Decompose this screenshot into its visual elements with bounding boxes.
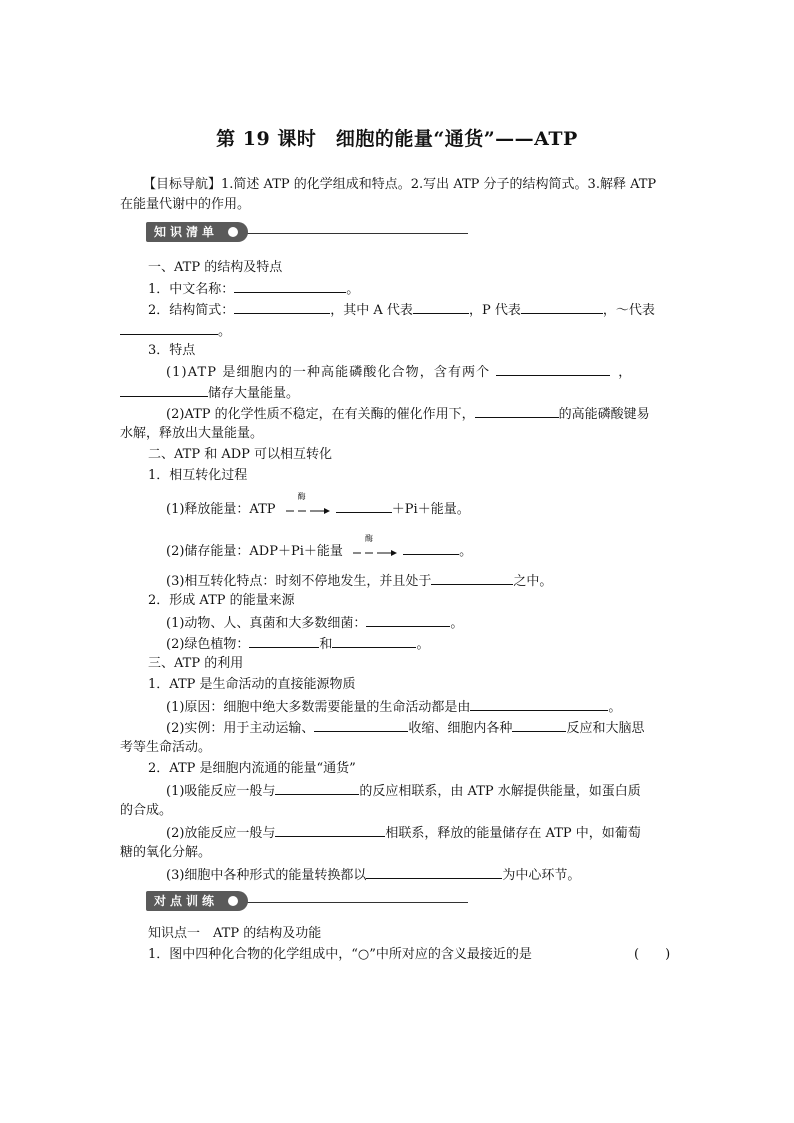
endergonic-line-1: (1)吸能反应一般与 的反应相联系，由 ATP 水解提供能量，如蛋白质: [166, 781, 641, 801]
enzyme-arrow-icon: [280, 491, 332, 517]
exergonic-line-2: 糖的氧化分解。: [120, 845, 212, 860]
examples-line-2: 考等生命活动。: [120, 740, 212, 755]
goal-line-1: [143, 176, 656, 194]
source-animals-line: (1)动物、人、真菌和大多数细菌： 。: [166, 613, 463, 633]
endergonic-line-2: 的合成。: [120, 803, 173, 818]
blank-a-meaning[interactable]: [413, 300, 469, 314]
enzyme-arrow-icon: [347, 533, 399, 559]
blank-reason[interactable]: [470, 697, 608, 711]
blank-endergonic[interactable]: [275, 781, 359, 795]
feature-1-line-2: 储存大量能量。: [120, 383, 299, 403]
banner-dot-icon: [228, 896, 238, 906]
item-structure-formula: 2．结构简式： ，其中 A 代表 ，P 代表 ，～代表: [148, 300, 655, 320]
section-1-heading: 一、ATP 的结构及特点: [148, 260, 283, 275]
blank-center-link[interactable]: [366, 865, 502, 879]
banner-label: 知识清单: [146, 222, 248, 242]
item-direct-energy: 1．ATP 是生命活动的直接能源物质: [148, 677, 356, 692]
banner-dot-icon: [228, 227, 238, 237]
question-1-answer-paren[interactable]: ( ): [634, 947, 671, 962]
blank-p-meaning[interactable]: [521, 300, 603, 314]
banner-label: 对点训练: [146, 891, 248, 911]
blank-release-product[interactable]: [336, 499, 392, 513]
blank-dynamic-balance[interactable]: [431, 571, 513, 585]
section-3-heading: 三、ATP 的利用: [148, 656, 244, 671]
blank-tilde-meaning[interactable]: [120, 321, 218, 335]
enzyme-label: 酶: [297, 491, 306, 501]
item-features: 3．特点: [148, 343, 196, 358]
blank-reactions[interactable]: [512, 718, 566, 732]
item-chinese-name: 1．中文名称： 。: [148, 279, 359, 299]
blank-store-product[interactable]: [403, 541, 459, 555]
feature-2-line-1: (2)ATP 的化学性质不稳定，在有关酶的催化作用下， 的高能磷酸键易: [166, 404, 650, 424]
feature-1-line-1: (1)ATP 是细胞内的一种高能磷酸化合物，含有两个 ，: [166, 362, 631, 382]
section-2-heading: 二、ATP 和 ADP 可以相互转化: [148, 447, 333, 462]
goal-text-1: 1.简述 ATP 的化学组成和特点。2.写出 ATP 分子的结构简式。3.解释 ATP: [221, 177, 657, 192]
examples-line-1: (2)实例：用于主动运输、 收缩、细胞内各种 反应和大脑思: [166, 718, 644, 738]
item-structure-formula-cont: 。: [120, 321, 231, 341]
enzyme-label: 酶: [365, 533, 374, 543]
blank-chinese-name[interactable]: [234, 279, 346, 293]
section-banner-training: [146, 891, 468, 913]
blank-high-energy-bonds[interactable]: [496, 362, 610, 376]
blank-feature-1-cont[interactable]: [120, 383, 208, 397]
reason-line: (1)原因：细胞中绝大多数需要能量的生命活动都是由 。: [166, 697, 621, 717]
blank-contraction[interactable]: [314, 718, 408, 732]
feature-2-line-2: 水解，释放出大量能量。: [120, 426, 264, 441]
source-plants-line: (2)绿色植物： 和 。: [166, 634, 429, 654]
blank-source-plants-1[interactable]: [249, 634, 319, 648]
knowledge-point-1: 知识点一 ATP 的结构及功能: [148, 926, 322, 941]
conversion-feature-line: (3)相互转化特点：时刻不停地发生，并且处于 之中。: [166, 571, 552, 591]
goal-line-2: 在能量代谢中的作用。: [120, 197, 251, 212]
page-title: 第 19 课时 细胞的能量“通货”——ATP: [216, 128, 578, 150]
section-banner-knowledge: [146, 222, 468, 244]
release-energy-line: (1)释放能量：ATP 酶 ＋Pi＋能量。: [166, 491, 470, 517]
banner-rule: [236, 233, 468, 234]
question-1: 1．图中四种化合物的化学组成中，“○”中所对应的含义最接近的是: [148, 947, 532, 962]
blank-exergonic[interactable]: [275, 823, 385, 837]
item-energy-source: 2．形成 ATP 的能量来源: [148, 593, 295, 608]
banner-rule: [236, 902, 468, 903]
energy-conversion-line: (3)细胞中各种形式的能量转换都以 为中心环节。: [166, 865, 580, 885]
blank-structure-formula[interactable]: [234, 300, 330, 314]
blank-source-plants-2[interactable]: [332, 634, 416, 648]
blank-bond-position[interactable]: [475, 404, 559, 418]
store-energy-line: (2)储存能量：ADP＋Pi＋能量 酶 。: [166, 533, 473, 559]
exergonic-line-1: (2)放能反应一般与 相联系，释放的能量储存在 ATP 中，如葡萄: [166, 823, 641, 843]
blank-source-animals[interactable]: [366, 613, 450, 627]
goal-label: 【目标导航】: [143, 177, 222, 192]
item-energy-currency: 2．ATP 是细胞内流通的能量“通货”: [148, 761, 356, 776]
item-conversion-process: 1．相互转化过程: [148, 468, 248, 483]
